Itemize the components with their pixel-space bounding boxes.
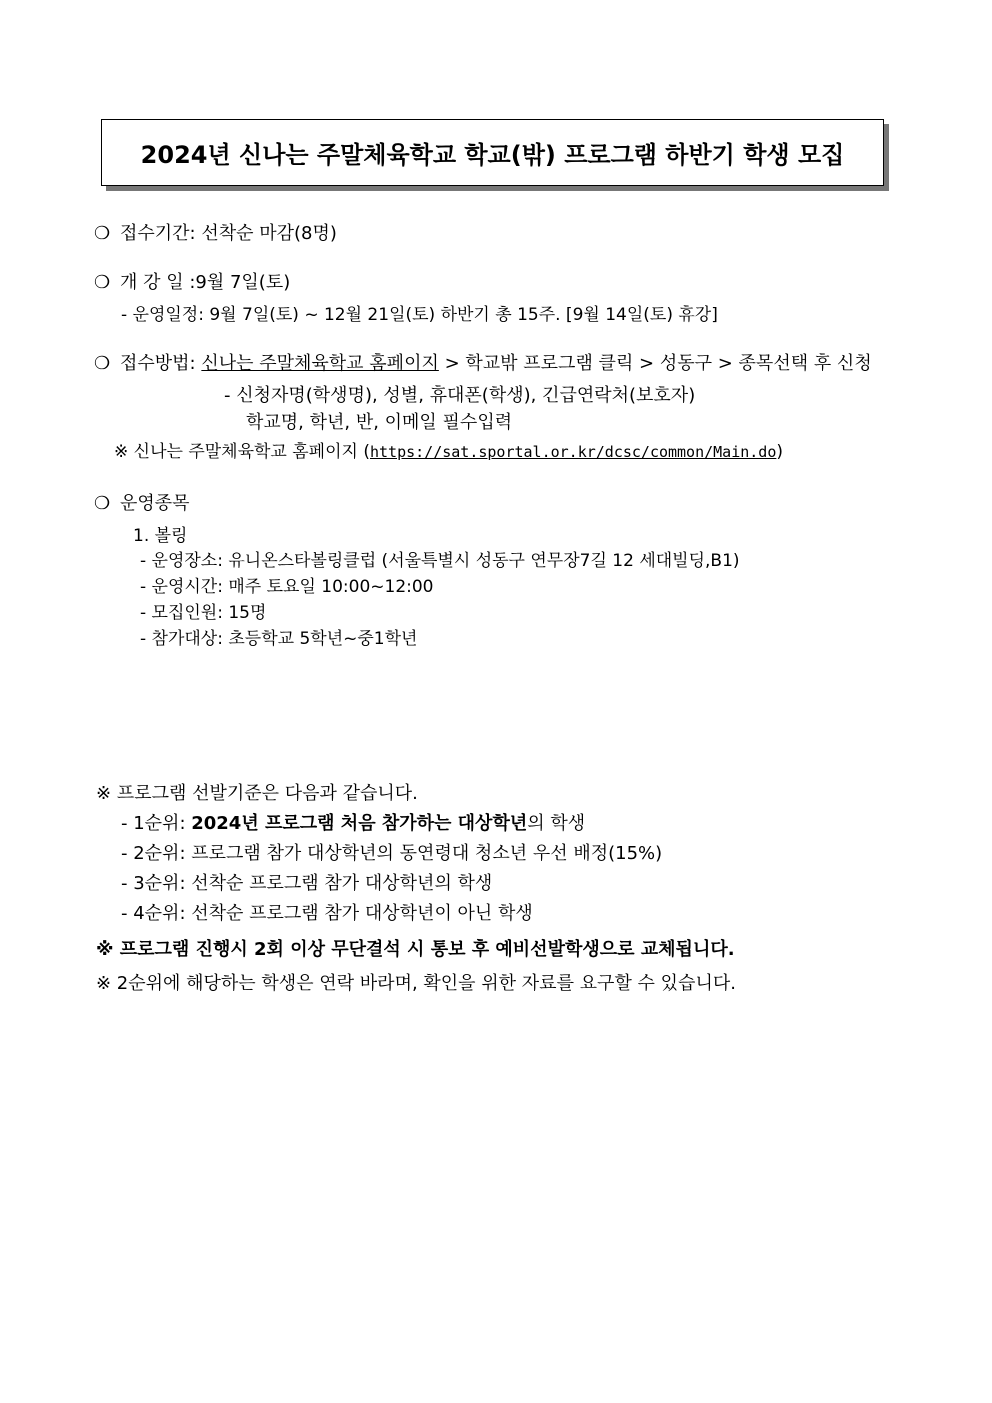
homepage-note xyxy=(114,440,783,464)
contact-note: ※ 2순위에 해당하는 학생은 연락 바라며, 확인을 위한 자료를 요구할 수 있습니다. xyxy=(96,973,736,994)
criteria-rank-1 xyxy=(121,812,585,836)
opening-value: 9월 7일(토) xyxy=(195,272,291,293)
circle-bullet-icon: ❍ xyxy=(94,272,111,293)
application-fields-1: - 신청자명(학생명), 성별, 휴대폰(학생), 긴급연락처(보호자) xyxy=(224,385,696,406)
opening-row xyxy=(94,271,290,295)
opening-schedule: - 운영일정: 9월 7일(토) ~ 12월 21일(토) 하반기 총 15주. [9월 14일(토) 휴강] xyxy=(121,305,718,325)
absence-note: ※ 프로그램 진행시 2회 이상 무단결석 시 통보 후 예비선발학생으로 교체됩니다. xyxy=(96,939,735,960)
application-label: 접수방법: xyxy=(120,353,196,374)
reception-period-row xyxy=(94,222,337,246)
circle-bullet-icon: ❍ xyxy=(94,353,111,374)
opening-label: 개 강 일 : xyxy=(120,272,196,293)
page-title: 2024년 신나는 주말체육학교 학교(밖) 프로그램 하반기 학생 모집 xyxy=(140,141,845,169)
sport-place: - 운영장소: 유니온스타볼링클럽 (서울특별시 성동구 연무장7길 12 세대빌딩,B1) xyxy=(140,551,740,571)
criteria-rank-4: - 4순위: 선착순 프로그램 참가 대상학년이 아닌 학생 xyxy=(121,903,533,924)
criteria-rank-2: - 2순위: 프로그램 참가 대상학년의 동연령대 청소년 우선 배정(15%) xyxy=(121,843,663,864)
rank-1-suffix: 의 학생 xyxy=(527,813,586,834)
criteria-heading: ※ 프로그램 선발기준은 다음과 같습니다. xyxy=(96,783,418,804)
sport-capacity: - 모집인원: 15명 xyxy=(140,603,267,623)
homepage-note-suffix: ) xyxy=(776,442,784,462)
sport-target-value: 초등학교 5학년~중1학년 xyxy=(228,629,418,649)
sports-label: 운영종목 xyxy=(120,493,190,514)
sport-target-label: - 참가대상: xyxy=(140,629,229,649)
homepage-url-link[interactable]: https://sat.sportal.or.kr/dcsc/common/Main.do xyxy=(369,443,777,461)
circle-bullet-icon: ❍ xyxy=(94,223,111,244)
sport-item-title: 1. 볼링 xyxy=(133,526,188,546)
reception-period-value: 선착순 마감(8명) xyxy=(201,223,337,244)
application-path: > 학교밖 프로그램 클릭 > 성동구 > 종목선택 후 신청 xyxy=(444,353,872,374)
circle-bullet-icon: ❍ xyxy=(94,493,111,514)
application-row xyxy=(94,352,872,376)
homepage-link-text[interactable]: 신나는 주말체육학교 홈페이지 xyxy=(201,353,439,374)
rank-1-emphasis: 2024년 프로그램 처음 참가하는 대상학년 xyxy=(191,813,528,834)
sports-row xyxy=(94,492,190,516)
rank-1-prefix: - 1순위: xyxy=(121,813,192,834)
reception-period-label: 접수기간: xyxy=(120,223,196,244)
criteria-rank-3: - 3순위: 선착순 프로그램 참가 대상학년의 학생 xyxy=(121,873,493,894)
application-fields-2: 학교명, 학년, 반, 이메일 필수입력 xyxy=(246,412,513,433)
homepage-note-prefix: ※ 신나는 주말체육학교 홈페이지 ( xyxy=(114,442,370,462)
title-box xyxy=(101,119,884,186)
sport-time: - 운영시간: 매주 토요일 10:00~12:00 xyxy=(140,577,434,597)
sport-target xyxy=(140,627,417,651)
